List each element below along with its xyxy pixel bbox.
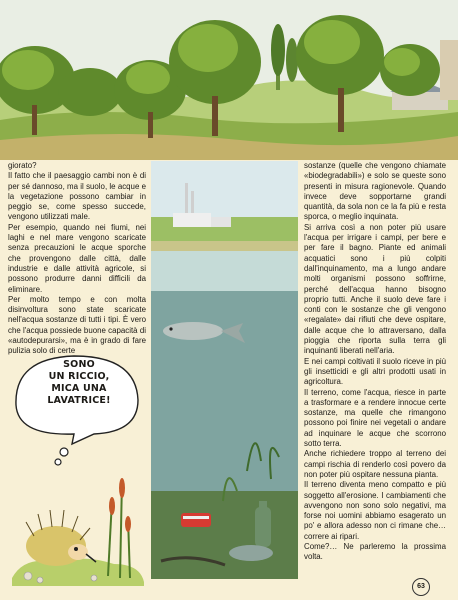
speech-line: MICA UNA bbox=[51, 383, 107, 394]
page-number: 63 bbox=[412, 578, 430, 596]
paragraph: Il fatto che il paesaggio cambi non è di per sé dannoso, ma il suolo, le acque e la vegetazione possono cambiar in peggio se, come spesso succede, vengono utilizzati male. bbox=[8, 171, 146, 222]
landscape-illustration bbox=[0, 0, 458, 160]
paragraph: Si arriva così a non poter più usare l'acqua per irrigare i campi, per bere e per fare il bagno. Piante ed animali acquatici sono i più colpiti dall'inquinamento, ma a lungo andare molti organismi possono soffrirne, perché dell'acqua hanno bisogno proprio tutti. Anche il suolo deve fare i conti con le sostanze che gli vengono «regalate» dai rifiuti che deve ospitare, dalle acque che lo attraversano, dalla pioggia che riporta sulla terra gli inquinanti liberati nell'aria. bbox=[304, 222, 446, 356]
speech-line: SONO bbox=[63, 359, 95, 370]
paragraph: E nei campi coltivati il suolo riceve in più gli insetticidi e gli altri prodotti usati in agricoltura. bbox=[304, 356, 446, 387]
paragraph: Come?… Ne parleremo la prossima volta. bbox=[304, 541, 446, 562]
text-column-left bbox=[8, 161, 146, 357]
water-pollution-illustration bbox=[151, 161, 298, 579]
hedgehog bbox=[26, 510, 96, 566]
paragraph: Per esempio, quando nei fiumi, nei laghi e nel mare vengono scaricate senza precauzioni le acque sporche che provengono dalle città, dalle industrie e dalle attività agricole, si possono produrre danni difficili da eliminare. bbox=[8, 222, 146, 294]
bottle bbox=[255, 501, 271, 547]
speech-line: LAVATRICE! bbox=[47, 395, 111, 406]
soda-can bbox=[181, 513, 211, 527]
paragraph: Per molto tempo e con molta disinvoltura sono state scaricate nell'acqua sostanze di tutti i tipi. È vero che l'acqua possiede buone capacità di «autodepurarsi», ma è in grado di fare pulizia solo di certe bbox=[8, 294, 146, 356]
paragraph: Anche richiedere troppo al terreno dei campi rischia di renderlo così povero da non poter più ospitare nessuna pianta. bbox=[304, 449, 446, 479]
paragraph: sostanze (quelle che vengono chiamate «biodegradabili») e solo se queste sono presenti in misura ragionevole. Quando invece deve sopportarne grandi quantità, da sola non ce la fa più e resta sporca, o meglio inquinata. bbox=[304, 161, 446, 222]
paragraph: Il terreno diventa meno compatto e più soggetto all'erosione. I cambiamenti che avvengono non sono solo negativi, ma forse noi uomini abbiamo esagerato un po' e allora adesso non ci rimane che… correre ai ripari. bbox=[304, 480, 446, 541]
text-column-right bbox=[304, 161, 446, 563]
paragraph: Il terreno, come l'acqua, riesce in parte a trasformare e a rendere innocue certe sostanze, ma quelle che rimangono possono poi finire nei vegetali o andare ad inquinare le acque che scorrono sotto terra. bbox=[304, 387, 446, 449]
speech-line: UN RICCIO, bbox=[48, 371, 110, 382]
cattail-reeds bbox=[108, 478, 131, 578]
speech-bubble-text bbox=[38, 359, 120, 407]
paragraph: giorato? bbox=[8, 161, 37, 170]
